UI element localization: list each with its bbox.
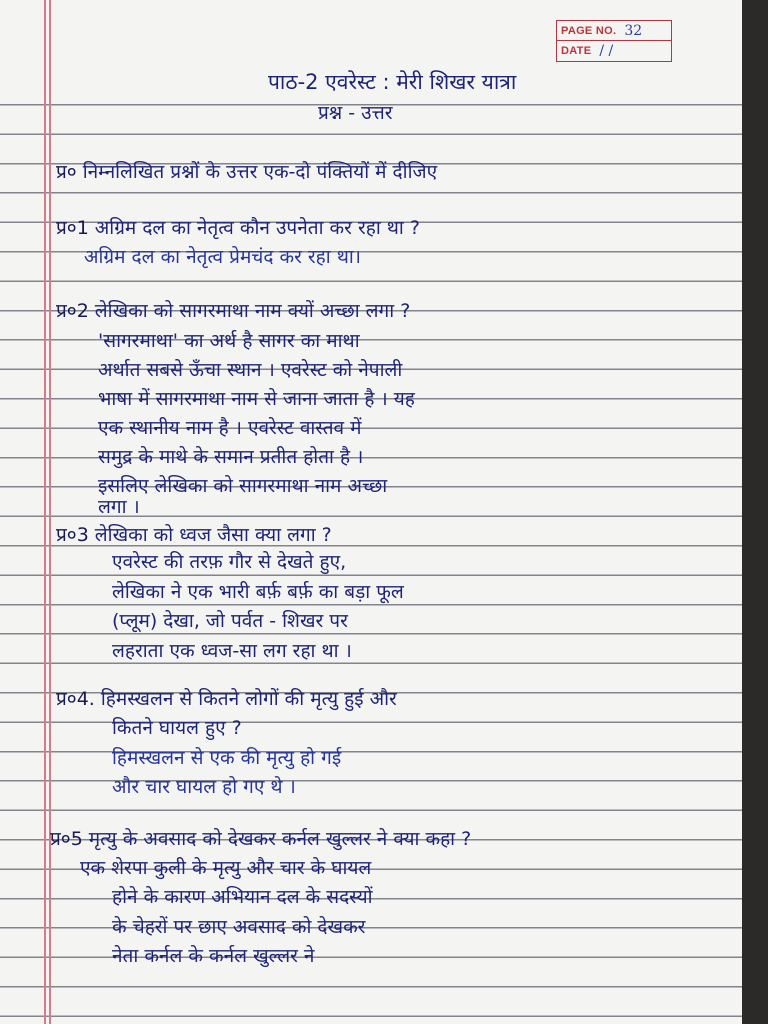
answer-5-line-3: के चेहरों पर छाए अवसाद को देखकर <box>112 916 366 938</box>
answer-5-line-2: होने के कारण अभियान दल के सदस्यों <box>112 886 373 908</box>
question-1 <box>56 216 420 240</box>
date-label: DATE <box>561 44 592 57</box>
page-info-box <box>556 20 672 62</box>
answer-2-line-4: एक स्थानीय नाम है । एवरेस्ट वास्तव में <box>98 417 362 439</box>
answer-2-line-1: 'सागरमाथा' का अर्थ है सागर का माथा <box>98 330 360 352</box>
question-number: प्र०5 <box>50 828 83 850</box>
page-no-value: 32 <box>624 22 643 39</box>
margin-line <box>49 0 51 1024</box>
answer-2-line-6: इसलिए लेखिका को सागरमाथा नाम अच्छा <box>98 475 388 497</box>
question-5 <box>50 827 471 851</box>
question-text: मृत्यु के अवसाद को देखकर कर्नल खुल्लर ने क्या कहा ? <box>88 828 472 850</box>
answer-4-line-2: और चार घायल हो गए थे । <box>112 776 296 798</box>
answer-3-line-1: एवरेस्ट की तरफ़ गौर से देखते हुए, <box>112 551 347 573</box>
instruction-text: निम्नलिखित प्रश्नों के उत्तर एक-दो पंक्तियों में दीजिए <box>82 161 438 183</box>
date-value: / / <box>599 42 614 59</box>
question-number: प्र०2 <box>56 300 89 322</box>
question-3 <box>56 523 332 547</box>
answer-2-line-7: लगा । <box>98 496 140 518</box>
instruction-line <box>56 160 437 184</box>
question-2 <box>56 299 410 323</box>
answer-4-line-1: हिमस्खलन से एक की मृत्यु हो गई <box>112 747 342 769</box>
answer-5-line-1: एक शेरपा कुली के मृत्यु और चार के घायल <box>80 857 372 879</box>
page-number-row <box>557 21 671 40</box>
question-4 <box>56 687 397 711</box>
question-text: लेखिका को ध्वज जैसा क्या लगा ? <box>94 524 332 546</box>
question-text: लेखिका को सागरमाथा नाम क्यों अच्छा लगा ? <box>94 300 411 322</box>
question-number: प्र०4. <box>56 688 95 710</box>
chapter-title: पाठ-2 एवरेस्ट : मेरी शिखर यात्रा <box>268 70 517 94</box>
page-no-label: PAGE NO. <box>561 24 617 37</box>
question-number: प्र०1 <box>56 217 89 239</box>
answer-2-line-5: समुद्र के माथे के समान प्रतीत होता है । <box>98 446 364 468</box>
date-row <box>557 40 671 60</box>
question-number: प्र०3 <box>56 524 89 546</box>
question-text: हिमस्खलन से कितने लोगों की मृत्यु हुई और <box>100 688 397 710</box>
answer-3-line-4: लहराता एक ध्वज-सा लग रहा था । <box>112 640 352 662</box>
answer-3-line-2: लेखिका ने एक भारी बर्फ़ बर्फ़ का बड़ा फूल <box>112 581 404 603</box>
answer-1-line-1: अग्रिम दल का नेतृत्व प्रेमचंद कर रहा था। <box>84 246 361 268</box>
instruction-number: प्र० <box>56 161 77 183</box>
answer-2-line-2: अर्थात सबसे ऊँचा स्थान । एवरेस्ट को नेपाली <box>98 359 403 381</box>
answer-5-line-4: नेता कर्नल के कर्नल खुल्लर ने <box>112 945 315 967</box>
question-4-continued: कितने घायल हुए ? <box>112 717 242 739</box>
chapter-subtitle: प्रश्न - उत्तर <box>318 102 393 124</box>
answer-3-line-3: (प्लूम) देखा, जो पर्वत - शिखर पर <box>112 610 348 632</box>
answer-2-line-3: भाषा में सागरमाथा नाम से जाना जाता है । यह <box>98 388 415 410</box>
margin-line <box>44 0 46 1024</box>
question-text: अग्रिम दल का नेतृत्व कौन उपनेता कर रहा था ? <box>94 217 420 239</box>
